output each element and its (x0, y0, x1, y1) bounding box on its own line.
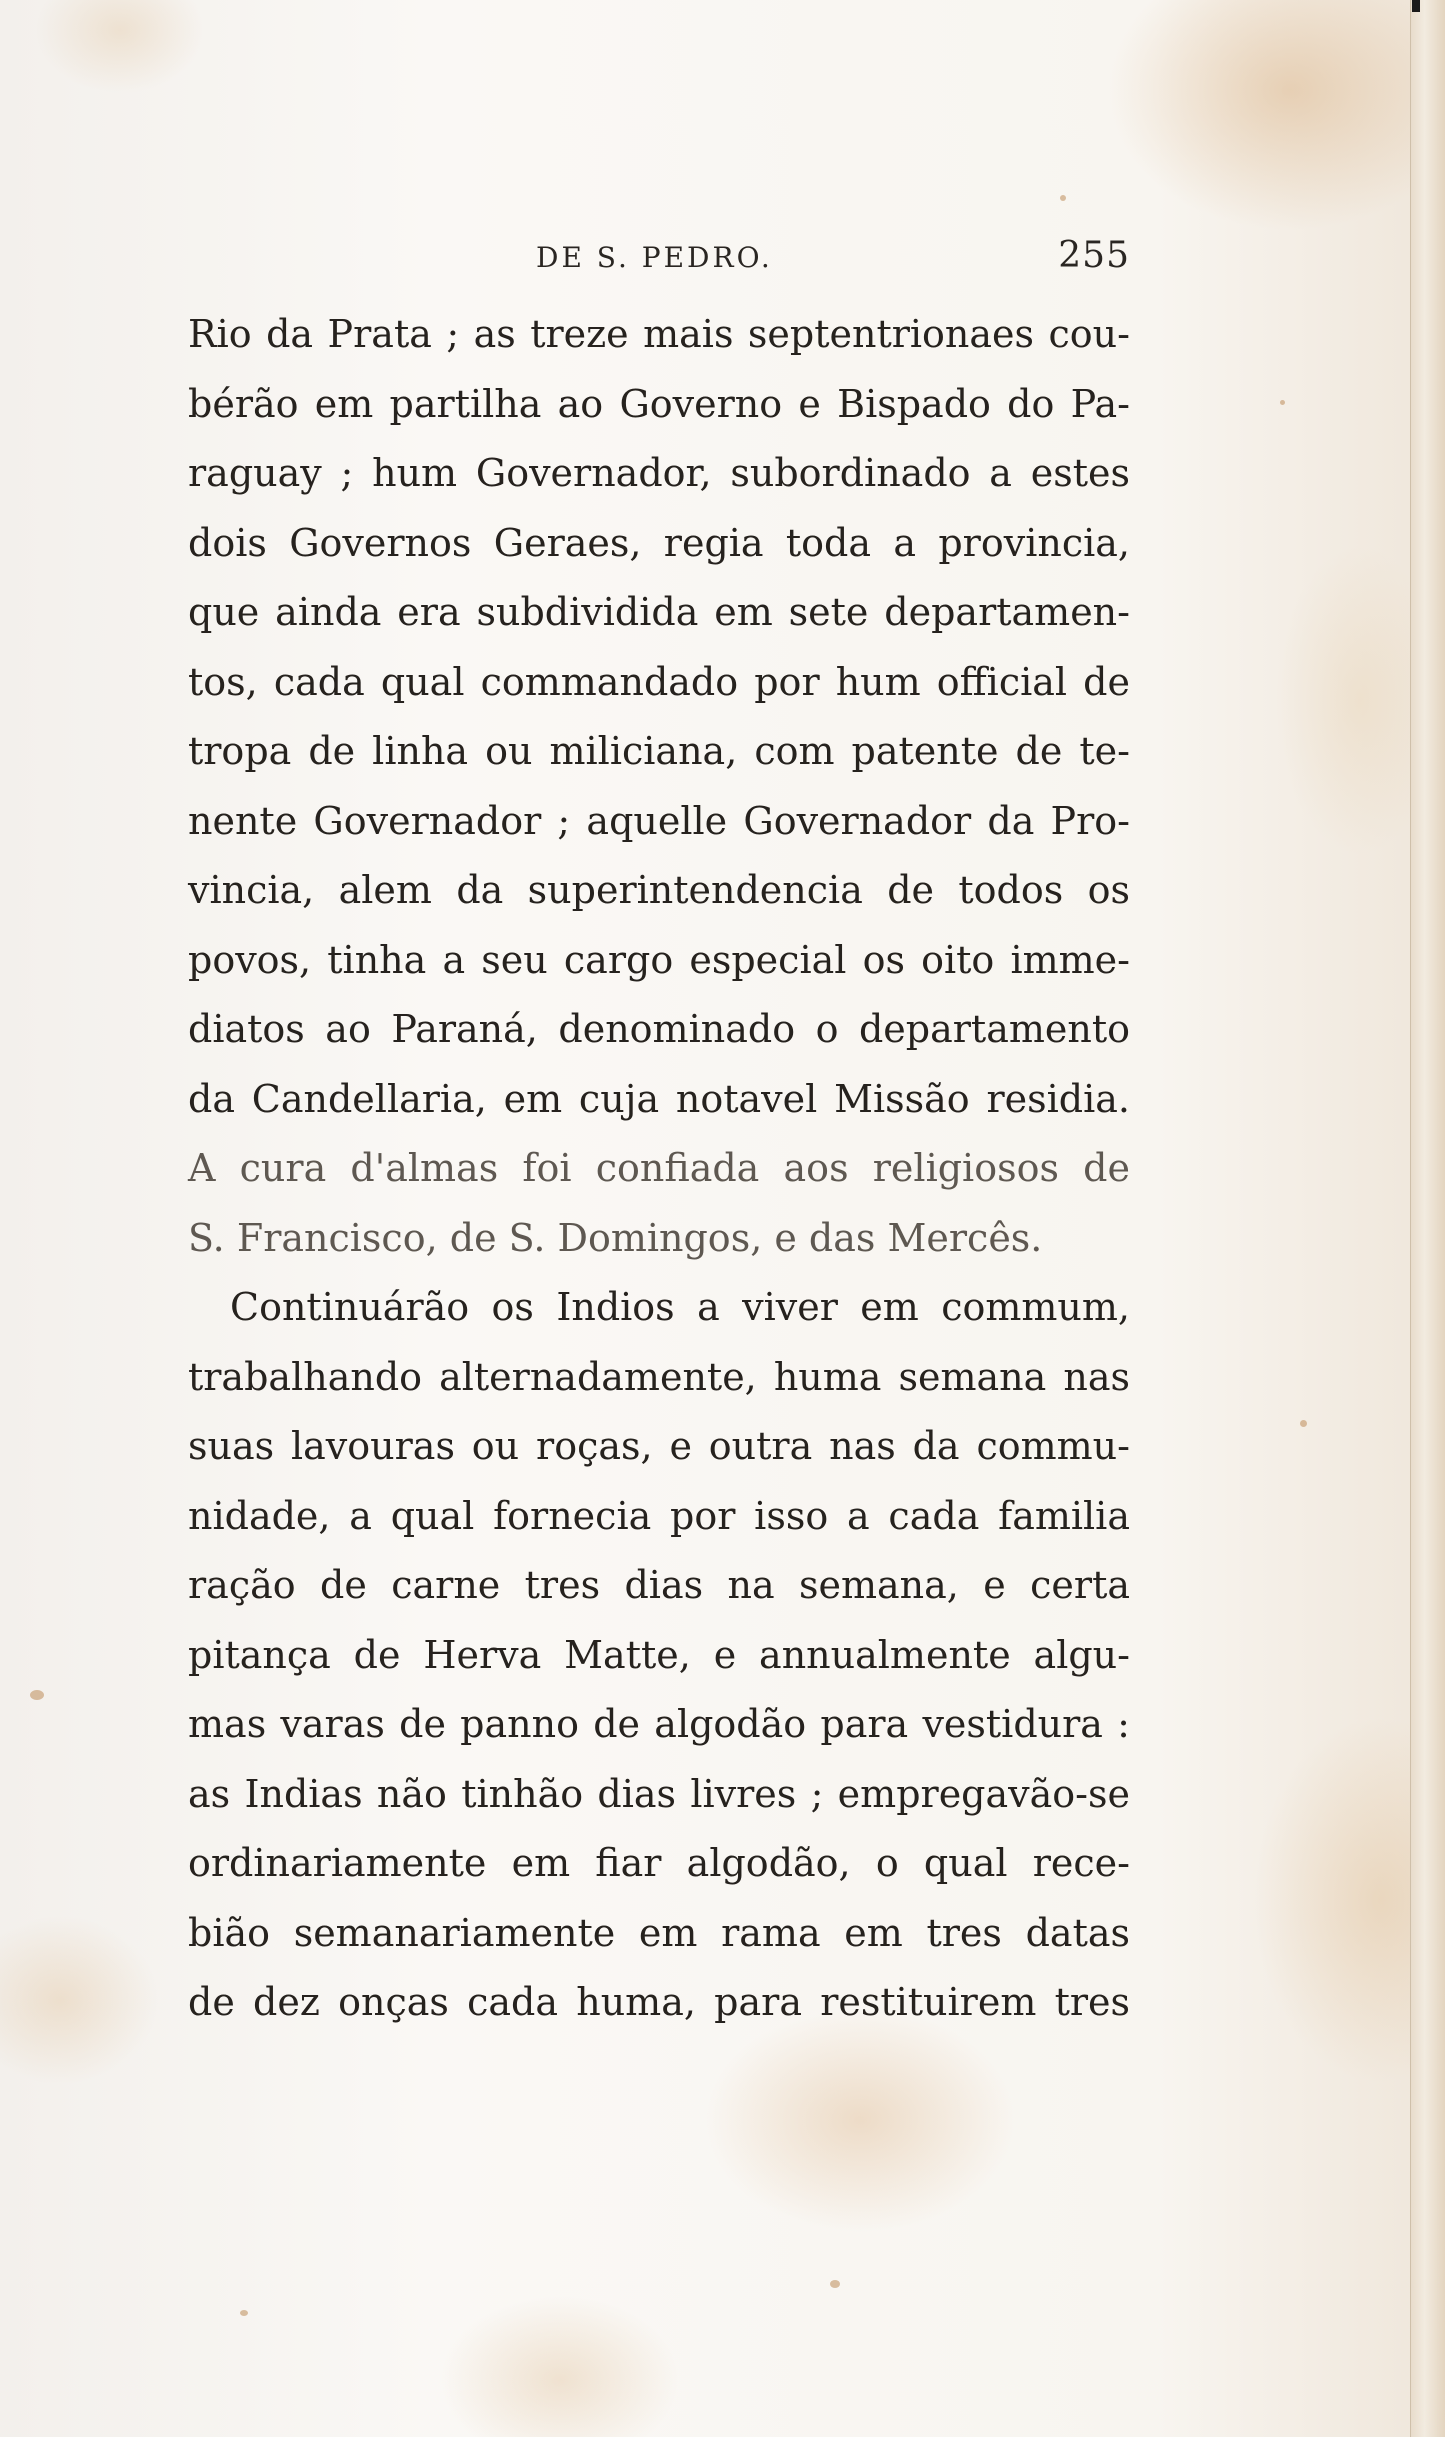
text-line: pitança de Herva Matte, e annualmente algu- (188, 1632, 1130, 1677)
foxing-spot (30, 1690, 44, 1700)
text-line: bião semanariamente em rama em tres datas (188, 1910, 1130, 1955)
text-line: ordinariamente em fiar algodão, o qual rece- (188, 1841, 1130, 1885)
text-line: diatos ao Paraná, denominado o departamento (188, 1007, 1130, 1051)
foxing-spot (1280, 400, 1285, 405)
text-line: que ainda era subdividida em sete departamen- (188, 590, 1130, 634)
text-line: povos, tinha a seu cargo especial os oito imme- (188, 937, 1130, 982)
text-line: de dez onças cada huma, para restituirem tres (188, 1980, 1130, 2024)
text-line: A cura d'almas foi confiada aos religiosos de (188, 1146, 1130, 1190)
text-line: S. Francisco, de S. Domingos, e das Mercês. (188, 1215, 1043, 1260)
text-line: raguay ; hum Governador, subordinado a estes (188, 451, 1130, 495)
foxing-spot (240, 2310, 248, 2316)
text-line: nidade, a qual fornecia por isso a cada familia (188, 1493, 1130, 1538)
text-line: suas lavouras ou roças, e outra nas da commu- (188, 1424, 1130, 1468)
text-line: bérão em partilha ao Governo e Bispado do Pa- (188, 381, 1130, 426)
text-line: vincia, alem da superintendencia de todos os (188, 868, 1130, 912)
paragraph-start-line: Continuárão os Indios a viver em commum, (230, 1285, 1130, 1329)
text-line: da Candellaria, em cuja notavel Missão residia. (188, 1076, 1130, 1121)
text-line: tos, cada qual commandado por hum official de (188, 659, 1130, 704)
text-line: nente Governador ; aquelle Governador da Pro- (188, 798, 1130, 843)
foxing-spot (1060, 195, 1066, 201)
page-number: 255 (1058, 235, 1130, 276)
text-line: ração de carne tres dias na semana, e certa (188, 1563, 1130, 1607)
text-line: mas varas de panno de algodão para vestidura : (188, 1702, 1130, 1746)
running-title: DE S. PEDRO. (536, 241, 773, 274)
text-line: as Indias não tinhão dias livres ; empregavão-se (188, 1771, 1130, 1816)
body-text (188, 300, 1130, 2038)
text-line: tropa de linha ou miliciana, com patente de te- (188, 729, 1130, 773)
text-line: trabalhando alternadamente, huma semana nas (188, 1354, 1130, 1399)
foxing-spot (1300, 1420, 1307, 1427)
running-head (188, 235, 1130, 287)
foxing-spot (830, 2280, 840, 2288)
text-line: dois Governos Geraes, regia toda a provincia, (188, 520, 1130, 565)
ink-mark (1412, 0, 1420, 12)
text-line: Rio da Prata ; as treze mais septentrionaes cou- (188, 312, 1130, 356)
page-edge (1410, 0, 1445, 2437)
